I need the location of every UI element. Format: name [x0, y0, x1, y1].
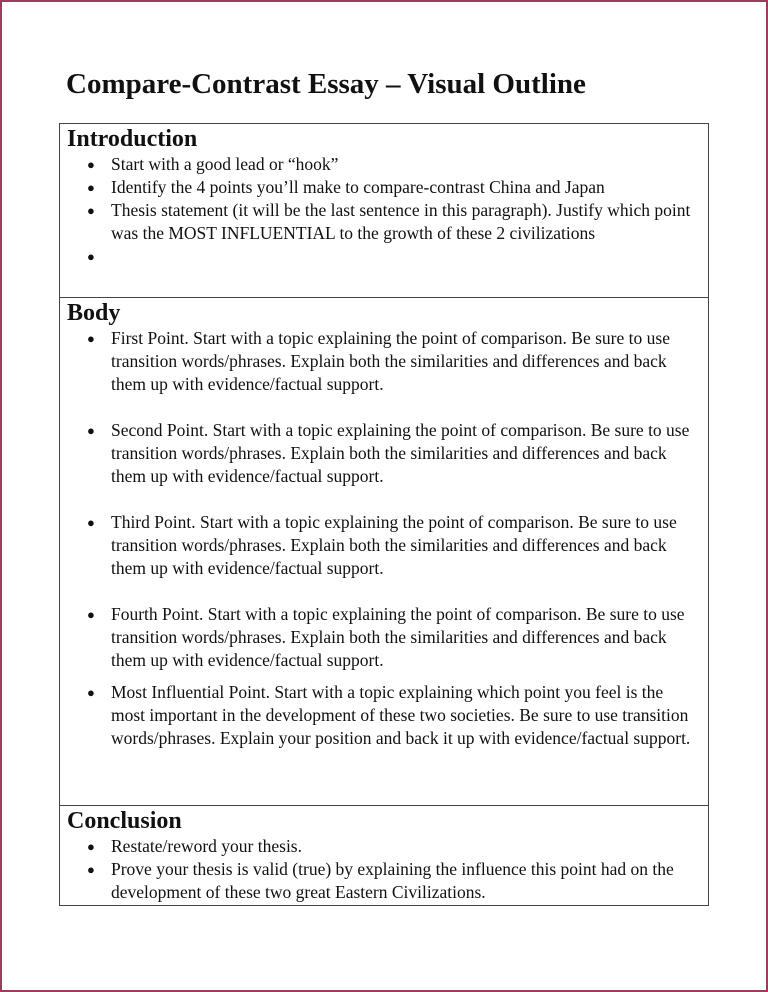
bullet-icon: ●: [87, 180, 95, 195]
bullet-icon: ●: [87, 685, 95, 700]
list-item: ● First Point. Start with a topic explaining the point of comparison. Be sure to use transition words/phrases. Explain both the similarities and differences and back them up with evidence/factual support.: [87, 328, 670, 394]
list-item: ● Thesis statement (it will be the last sentence in this paragraph). Justify which point was the MOST INFLUENTIAL to the growth of these 2 civilizations: [87, 200, 691, 243]
bullet-icon: ●: [87, 331, 95, 346]
bullet-icon: ●: [87, 423, 95, 438]
bullet-icon: ●: [87, 203, 95, 218]
bullet-icon: ●: [87, 607, 95, 622]
conclusion-list: [67, 835, 698, 904]
page-title: Compare-Contrast Essay – Visual Outline: [66, 68, 586, 100]
bullet-icon: ●: [87, 839, 95, 854]
body-list: [67, 327, 698, 750]
conclusion-heading: Conclusion: [67, 808, 182, 834]
bullet-icon: ●: [87, 862, 95, 877]
bullet-icon: ●: [87, 157, 95, 172]
introduction-section: [60, 124, 708, 297]
body-heading: Body: [67, 300, 121, 326]
body-section: [60, 297, 708, 805]
introduction-heading: Introduction: [67, 126, 198, 152]
list-item: ● Fourth Point. Start with a topic explaining the point of comparison. Be sure to use transition words/phrases. Explain both the similarities and differences and back them up with evidence/factual support.: [87, 604, 685, 670]
list-item: ● Prove your thesis is valid (true) by explaining the influence this point had on the development of these two great Eastern Civilizations.: [87, 859, 674, 902]
bullet-icon: ●: [87, 515, 95, 530]
list-item: ● Identify the 4 points you’ll make to compare-contrast China and Japan: [87, 177, 605, 197]
list-item: ● Second Point. Start with a topic explaining the point of comparison. Be sure to use transition words/phrases. Explain both the similarities and differences and back them up with evidence/factual support.: [87, 420, 690, 486]
list-item: ● Third Point. Start with a topic explaining the point of comparison. Be sure to use transition words/phrases. Explain both the similarities and differences and back them up with evidence/factual support.: [87, 512, 677, 578]
conclusion-section: [60, 805, 708, 905]
introduction-list: [67, 153, 698, 264]
list-item: ● Start with a good lead or “hook”: [87, 154, 339, 174]
outline-table: [59, 123, 709, 906]
bullet-icon: ●: [87, 249, 95, 264]
list-item: ● Restate/reword your thesis.: [87, 836, 302, 856]
list-item: ● Most Influential Point. Start with a topic explaining which point you feel is the most important in the development of these two societies. Be sure to use transition words/phrases. Explain your position and back it up with evidence/factual support.: [87, 682, 691, 748]
